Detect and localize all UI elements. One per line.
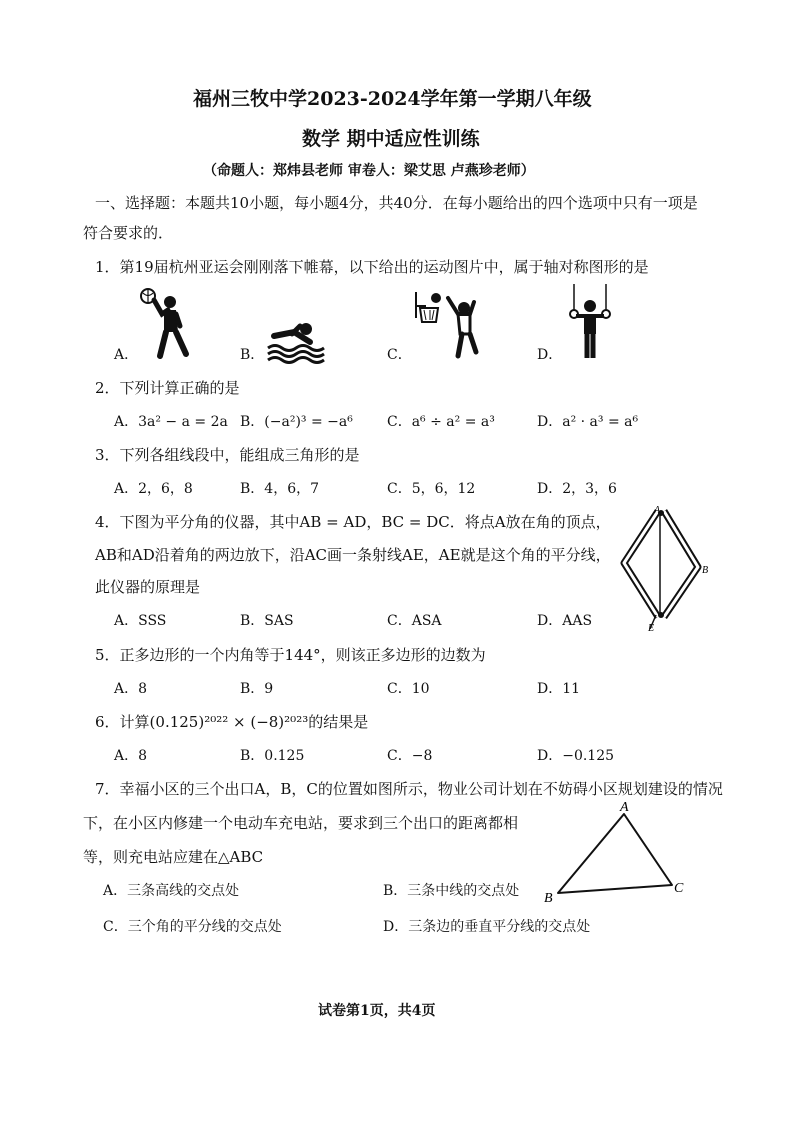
section-intro-line2: 符合要求的． [83, 224, 174, 242]
question-5-option-b: B．9 [240, 681, 274, 697]
basketball-player-icon [414, 290, 484, 360]
rings-gymnast-icon [566, 284, 614, 360]
question-1-option-d: D． [537, 347, 563, 363]
question-4-option-b: B．SAS [240, 613, 294, 629]
exam-subtitle: 数学 期中适应性训练 [302, 128, 480, 150]
question-2-stem: 2．下列计算正确的是 [95, 379, 240, 397]
question-4-option-c: C．ASA [387, 613, 442, 629]
question-1-option-c: C． [387, 347, 412, 363]
exam-authors: （命题人：郑炜县老师 审卷人：梁艾思 卢燕珍老师） [203, 163, 535, 179]
question-2-option-d: D．a² · a³ = a⁶ [537, 414, 639, 430]
question-7-option-c: C．三个角的平分线的交点处 [103, 919, 282, 935]
question-3-option-a: A．2，6，8 [114, 481, 193, 497]
question-7-stem-line3: 等，则充电站应建在△ABC [83, 848, 264, 866]
question-3-option-b: B．4，6，7 [240, 481, 320, 497]
question-3-option-d: D．2，3，6 [537, 481, 617, 497]
question-4-option-a: A．SSS [114, 613, 167, 629]
question-6-option-b: B．0.125 [240, 748, 305, 764]
svg-text:C: C [674, 881, 684, 896]
question-6-option-d: D．−0.125 [537, 748, 615, 764]
question-7-stem-line1: 7．幸福小区的三个出口A，B，C的位置如图所示，物业公司计划在不妨碍小区规划建设的情况 [95, 780, 723, 798]
question-3-stem: 3．下列各组线段中，能组成三角形的是 [95, 446, 360, 464]
question-2-option-c: C．a⁶ ÷ a² = a³ [387, 414, 495, 430]
question-1-stem: 1．第19届杭州亚运会刚刚落下帷幕，以下给出的运动图片中，属于轴对称图形的是 [95, 258, 649, 276]
svg-text:A: A [620, 800, 629, 815]
question-5-stem: 5．正多边形的一个内角等于144°，则该正多边形的边数为 [95, 646, 486, 664]
question-1-option-a: A． [114, 347, 139, 363]
question-5-option-d: D．11 [537, 681, 581, 697]
question-5-option-a: A．8 [114, 681, 148, 697]
question-7-option-b: B．三条中线的交点处 [383, 883, 520, 899]
question-7-stem-line2: 下，在小区内修建一个电动车充电站，要求到三个出口的距离都相 [83, 814, 519, 832]
section-intro-line1: 一、选择题：本题共10小题，每小题4分，共40分．在每小题给出的四个选项中只有一项是 [95, 194, 698, 212]
question-4-stem-line2: AB和AD沿着角的两边放下，沿AC画一条射线AE，AE就是这个角的平分线， [95, 546, 611, 564]
question-6-option-c: C．−8 [387, 748, 433, 764]
question-1-option-b: B． [240, 347, 265, 363]
question-6-stem: 6．计算(0.125)²⁰²² × (−8)²⁰²³的结果是 [95, 713, 369, 731]
question-4-stem-line1: 4．下图为平分角的仪器，其中AB = AD，BC = DC．将点A放在角的顶点， [95, 513, 611, 531]
question-3-option-c: C．5，6，12 [387, 481, 476, 497]
angle-bisector-instrument-figure [620, 505, 715, 635]
question-6-option-a: A．8 [114, 748, 148, 764]
svg-text:B: B [702, 565, 709, 576]
question-2-option-a: A．3a² − a = 2a [114, 414, 228, 430]
svg-text:E: E [648, 623, 655, 634]
swimmer-icon [266, 322, 326, 362]
page-footer: 试卷第1页，共4页 [318, 1003, 436, 1019]
question-4-stem-line3: 此仪器的原理是 [95, 578, 201, 596]
triangle-abc-figure [540, 800, 690, 905]
question-5-option-c: C．10 [387, 681, 430, 697]
volleyball-player-icon [140, 288, 192, 360]
svg-text:B: B [544, 891, 553, 906]
svg-text:A: A [654, 505, 661, 516]
question-4-option-d: D．AAS [537, 613, 593, 629]
question-2-option-b: B．(−a²)³ = −a⁶ [240, 414, 353, 430]
question-7-option-d: D．三条边的垂直平分线的交点处 [383, 919, 591, 935]
exam-title: 福州三牧中学2023-2024学年第一学期八年级 [193, 88, 592, 110]
question-7-option-a: A．三条高线的交点处 [103, 883, 240, 899]
